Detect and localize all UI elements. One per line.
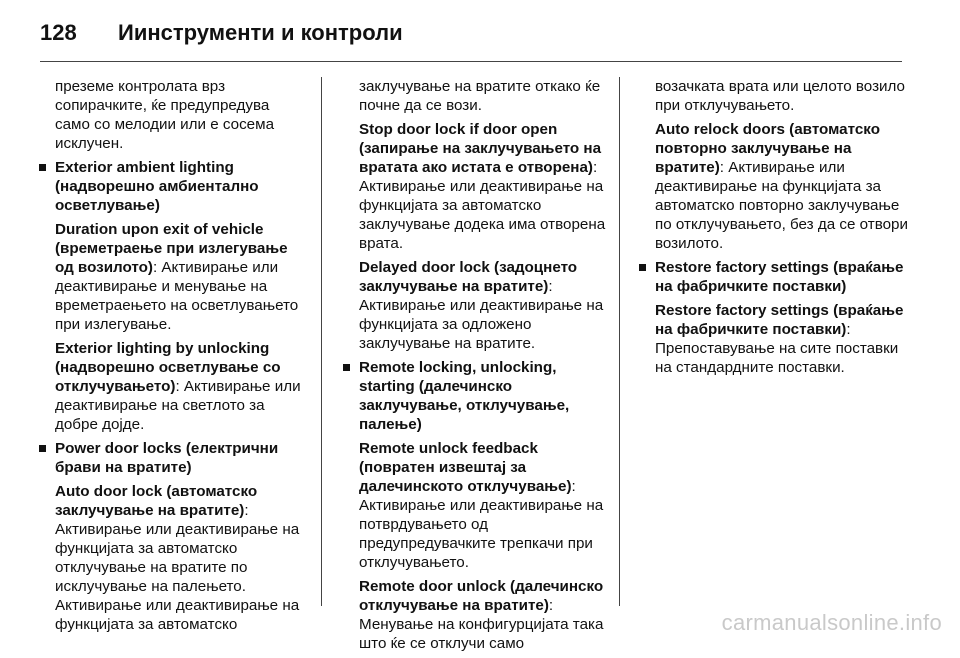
setting-duration-upon-exit	[55, 220, 304, 334]
column-divider-2	[619, 77, 620, 606]
setting-title: Auto door lock (автоматско заклучување на вратите)	[55, 483, 258, 519]
bullet-square-icon	[39, 164, 46, 171]
setting-title: Stop door lock if door open (запирање на заклучувањето на вратата ако истата е отворена)	[359, 121, 602, 176]
setting-title: Restore factory settings (враќање на фабричките поставки)	[655, 302, 904, 338]
setting-exterior-lighting-unlocking	[55, 339, 304, 434]
setting-description: : Активирање или деактивирање и менување на времетраењето на осветлувањето при излегување.	[55, 259, 299, 333]
setting-title: Auto relock doors (автоматско повторно заклучување на вратите)	[655, 121, 880, 176]
bullet-square-icon	[639, 264, 646, 271]
column-3	[636, 77, 908, 382]
setting-description: : Менување на конфигурцијата така што ќе се отклучи само	[359, 597, 604, 652]
setting-stop-door-lock	[359, 120, 608, 253]
column-1	[36, 77, 304, 639]
bullet-remote-locking	[340, 358, 608, 653]
setting-description: : Активирање или деактивирање на светлото за добре дојде.	[55, 378, 301, 433]
intro-paragraph	[36, 77, 304, 153]
continued-paragraph	[340, 77, 608, 353]
bullet-square-icon	[39, 445, 46, 452]
setting-auto-door-lock	[55, 482, 304, 634]
page-title: Иинструменти и контроли	[118, 20, 403, 45]
bullet-power-door-locks	[36, 439, 304, 634]
bullet-exterior-ambient-lighting	[36, 158, 304, 434]
bullet-heading: Power door locks (електрични брави на вратите)	[55, 440, 279, 476]
setting-title: Duration upon exit of vehicle (времетраење при излегување од возилото)	[55, 221, 288, 276]
page-number: 128	[40, 20, 77, 45]
setting-description: : Активирање или деактивирање на функцијата за автоматско повторно заклучување по отклучувањето, без да се отвори возилото.	[655, 159, 908, 252]
bullet-heading: Restore factory settings (враќање на фабричките поставки)	[655, 259, 904, 295]
setting-restore-factory	[655, 301, 908, 377]
bullet-square-icon	[343, 364, 350, 371]
setting-title: Remote door unlock (далечинско отклучување на вратите)	[359, 578, 604, 614]
setting-delayed-door-lock	[359, 258, 608, 353]
setting-title: Exterior lighting by unlocking (надворешно осветлување со отклучувањето)	[55, 340, 281, 395]
setting-title: Delayed door lock (задоцнето заклучување на вратите)	[359, 259, 578, 295]
bullet-heading: Remote locking, unlocking, starting (далечинско заклучување, отклучување, палење)	[359, 359, 570, 433]
continued-text: заклучување на вратите откако ќе почне да се вози.	[359, 78, 601, 114]
column-2	[340, 77, 608, 658]
setting-description: : Активирање или деактивирање на функцијата за одложено заклучување на вратите.	[359, 278, 604, 352]
watermark-text: carmanualsonline.info	[721, 610, 942, 635]
continued-text: возачката врата или целото возило при отклучувањето.	[655, 78, 905, 114]
header-divider	[40, 61, 902, 62]
continued-paragraph	[636, 77, 908, 253]
bullet-heading: Exterior ambient lighting (надворешно амбиентално осветлување)	[55, 159, 259, 214]
setting-description: : Активирање или деактивирање на функцијата за автоматско отклучување на вратите по исклучување на палењето. Активирање или деактивирање на функцијата за автоматско	[55, 502, 300, 633]
setting-description: : Препоставување на сите поставки на стандардните поставки.	[655, 321, 899, 376]
page-header	[0, 0, 960, 62]
setting-description: : Активирање или деактивирање на функцијата за автоматско заклучување додека има отворена врата.	[359, 159, 606, 252]
setting-remote-unlock-feedback	[359, 439, 608, 572]
setting-description: : Активирање или деактивирање на потврдувањето од предупредувачките трепкачи при отклучувањето.	[359, 478, 604, 571]
bullet-restore-factory-settings	[636, 258, 908, 377]
column-divider-1	[321, 77, 322, 606]
intro-text: преземе контролата врз сопирачките, ќе предупредува само со мелодии или е сосема исклучен.	[55, 78, 275, 152]
setting-title: Remote unlock feedback (повратен извештај за далечинското отклучување)	[359, 440, 572, 495]
setting-auto-relock-doors	[655, 120, 908, 253]
